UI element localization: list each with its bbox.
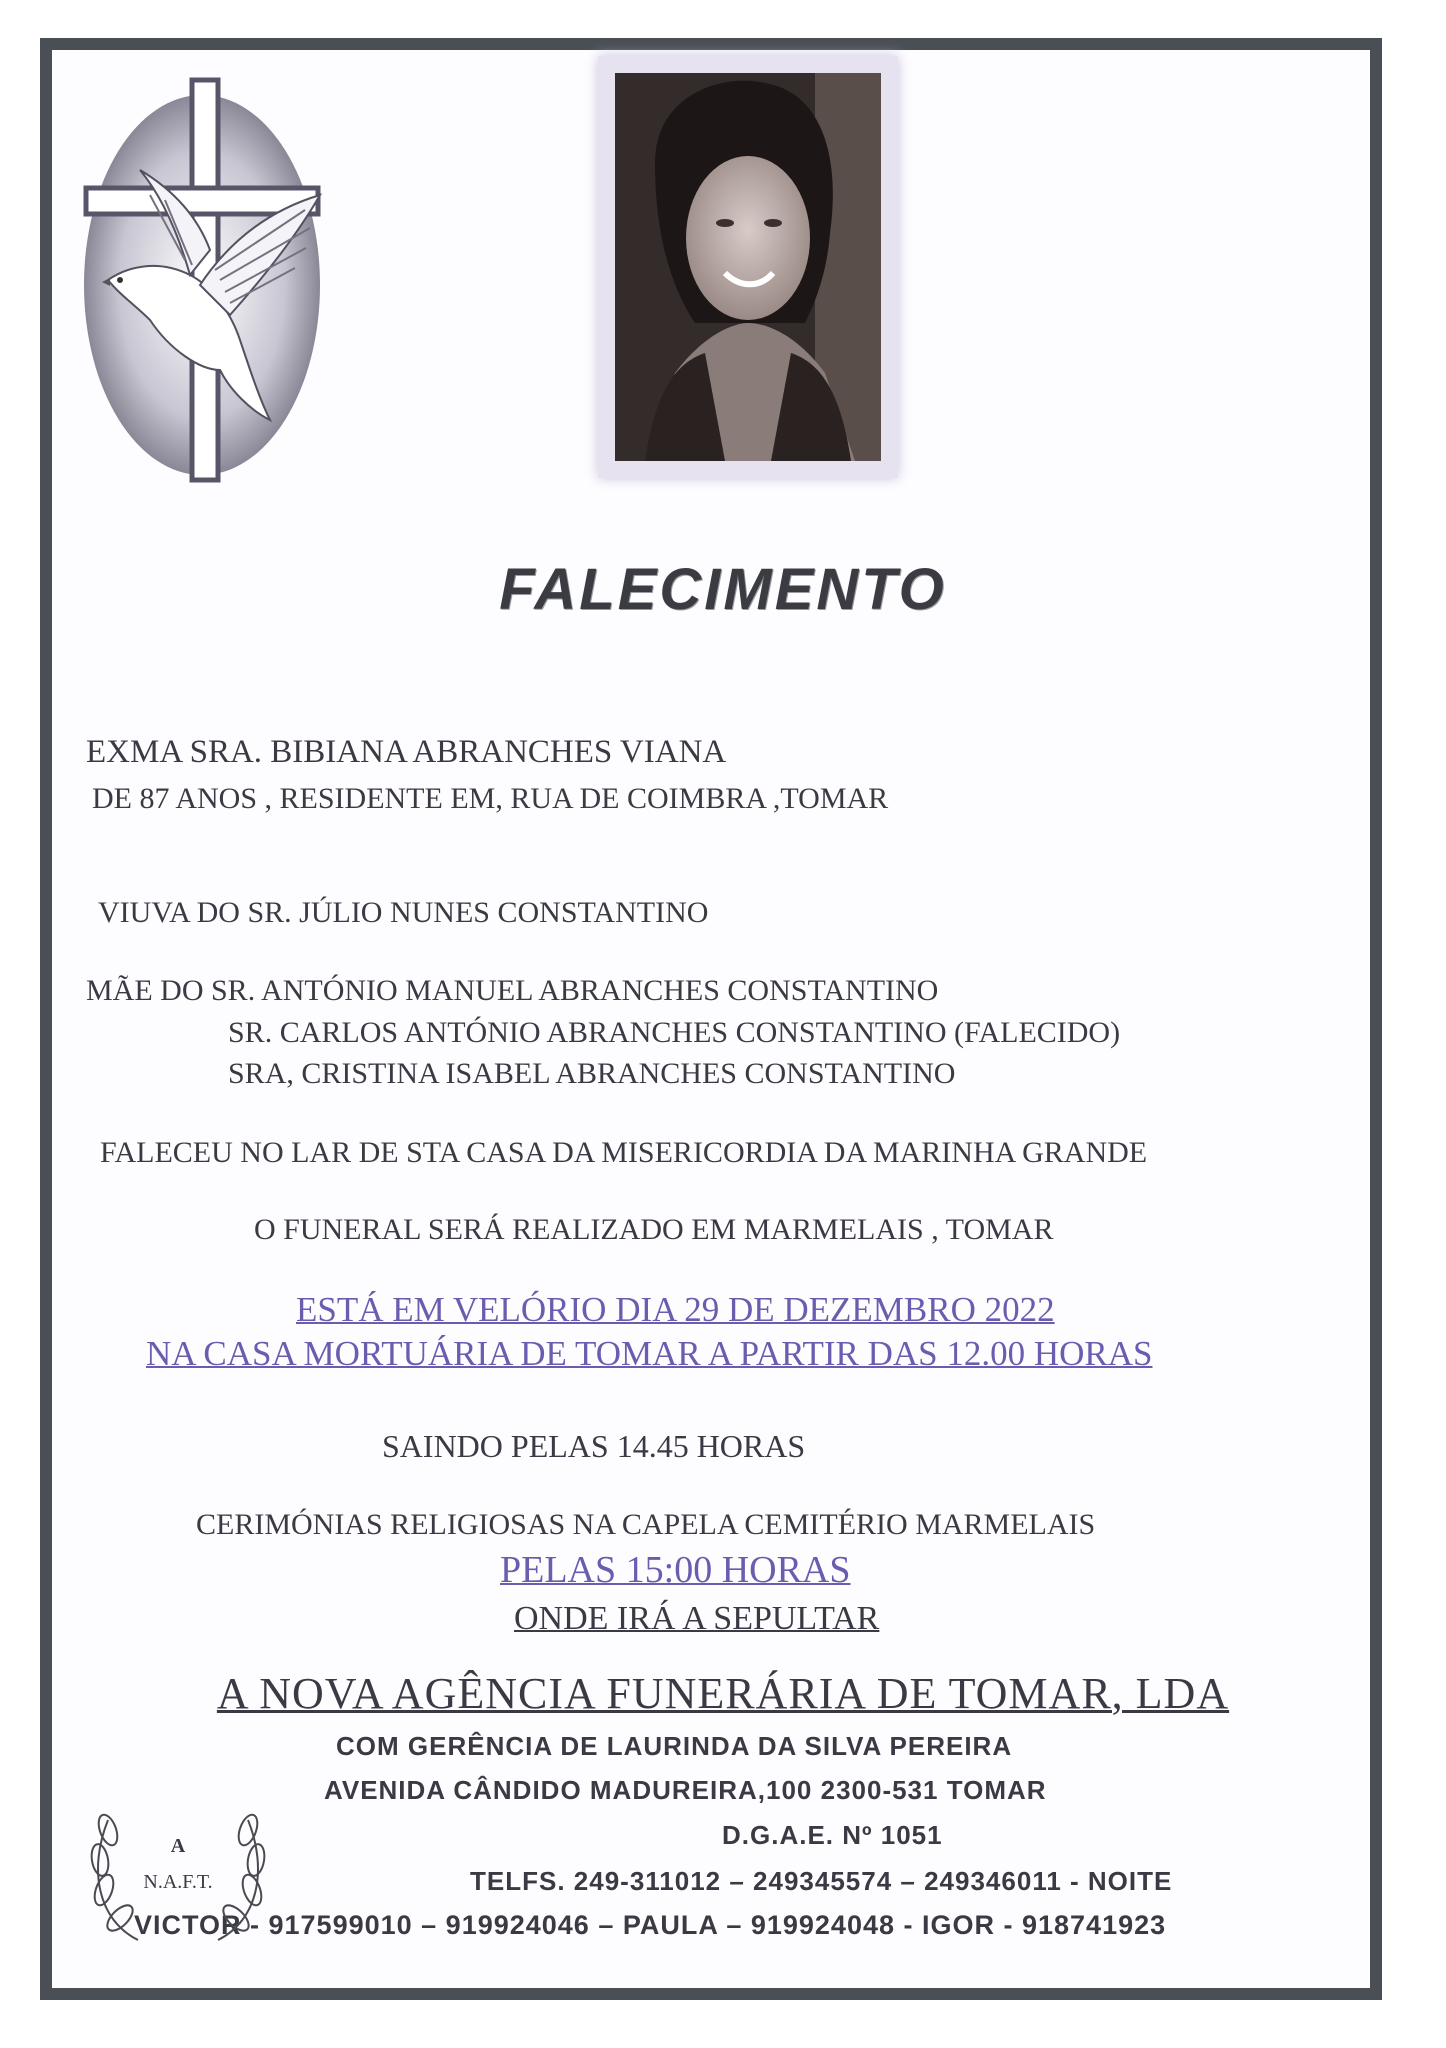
religious-ceremonies: CERIMÓNIAS RELIGIOSAS NA CAPELA CEMITÉRIO MARMELAIS (196, 1508, 1096, 1541)
departure-time: SAINDO PELAS 14.45 HORAS (382, 1428, 806, 1464)
agency-management: COM GERÊNCIA DE LAURINDA DA SILVA PEREIRA (336, 1731, 1013, 1761)
agency-address: AVENIDA CÂNDIDO MADUREIRA,100 2300-531 TOMAR (324, 1775, 1047, 1805)
mother-line-3: SRA, CRISTINA ISABEL ABRANCHES CONSTANTINO (228, 1057, 956, 1090)
age-residence: DE 87 ANOS , RESIDENTE EM, RUA DE COIMBRA ,TOMAR (92, 782, 889, 815)
agency-license: D.G.A.E. Nº 1051 (722, 1820, 943, 1850)
logo-initials: N.A.F.T. (143, 1871, 213, 1893)
logo-letter: A (170, 1835, 186, 1857)
agency-name: A NOVA AGÊNCIA FUNERÁRIA DE TOMAR, LDA (216, 1669, 1230, 1718)
deceased-name: EXMA SRA. BIBIANA ABRANCHES VIANA (86, 734, 727, 770)
dove-cross-emblem (80, 70, 325, 490)
mother-line-2: SR. CARLOS ANTÓNIO ABRANCHES CONSTANTINO (FALECIDO) (228, 1016, 1121, 1049)
funeral-place: O FUNERAL SERÁ REALIZADO EM MARMELAIS , TOMAR (254, 1213, 1054, 1246)
burial-note: ONDE IRÁ A SEPULTAR (514, 1600, 880, 1637)
place-of-death: FALECEU NO LAR DE STA CASA DA MISERICORDIA DA MARINHA GRANDE (100, 1136, 1148, 1169)
mother-line-1: MÃE DO SR. ANTÓNIO MANUEL ABRANCHES CONSTANTINO (86, 974, 939, 1007)
naft-wreath-logo (78, 1790, 278, 1950)
agency-contacts: VICTOR - 917599010 – 919924046 – PAULA – 919924048 - IGOR - 918741923 (134, 1910, 1167, 1940)
wake-location: NA CASA MORTUÁRIA DE TOMAR A PARTIR DAS 12.00 HORAS (146, 1334, 1153, 1373)
portrait-frame (598, 56, 898, 478)
ceremony-time: PELAS 15:00 HORAS (500, 1549, 851, 1591)
widow-line: VIUVA DO SR. JÚLIO NUNES CONSTANTINO (98, 896, 709, 929)
portrait-photo (615, 73, 881, 461)
notice-heading: FALECIMENTO (499, 557, 947, 622)
wake-date: ESTÁ EM VELÓRIO DIA 29 DE DEZEMBRO 2022 (296, 1290, 1055, 1329)
agency-phones: TELFS. 249-311012 – 249345574 – 249346011 - NOITE (470, 1866, 1173, 1896)
